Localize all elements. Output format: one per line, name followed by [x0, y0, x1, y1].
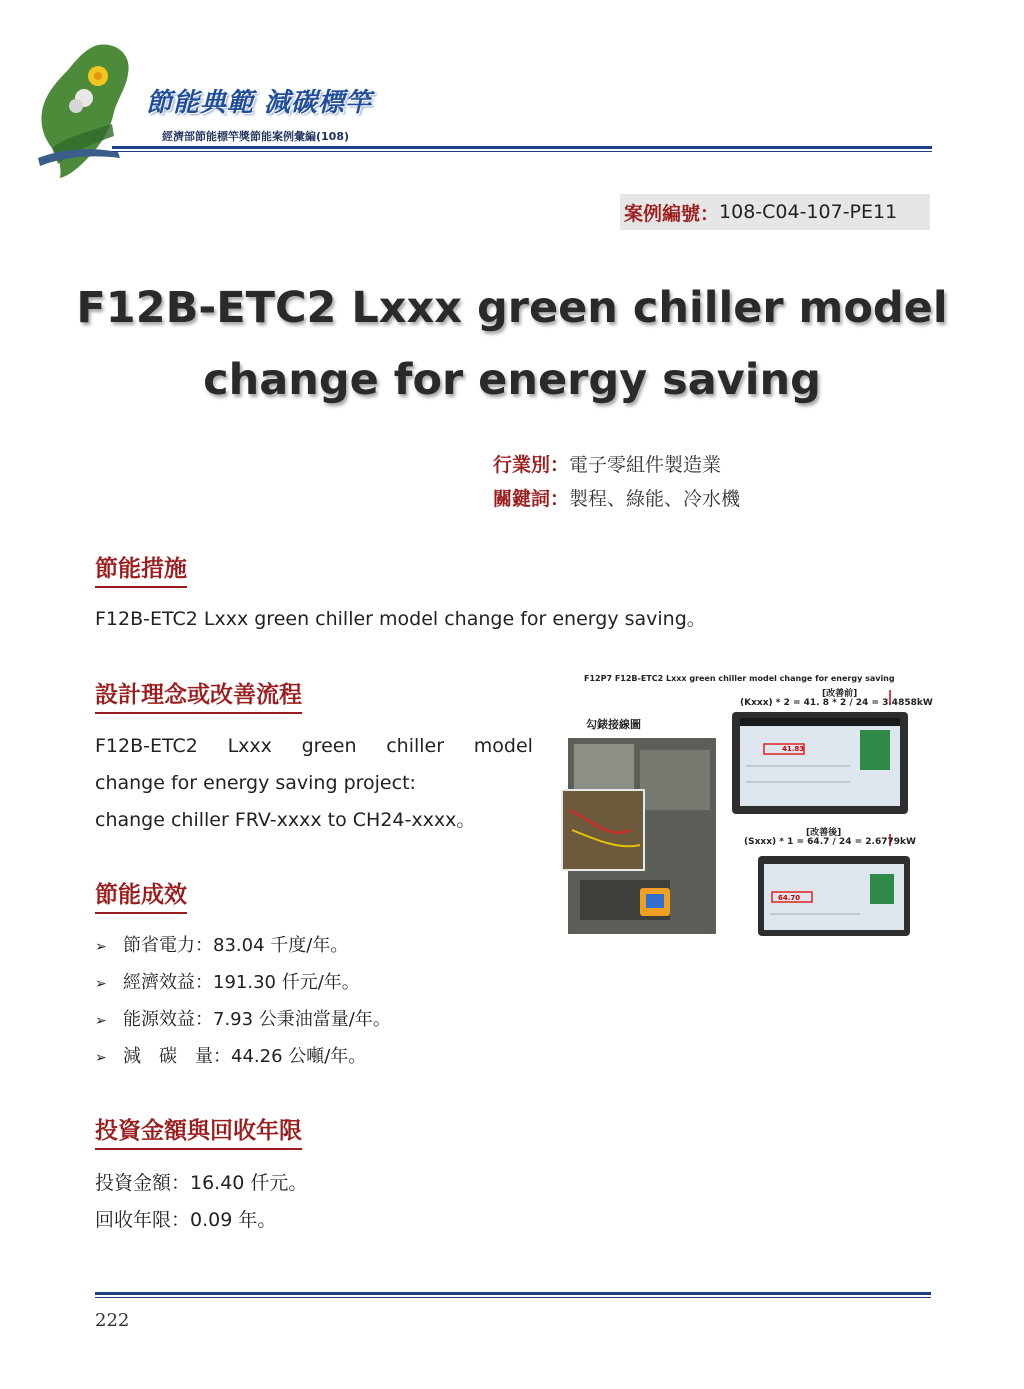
arrow-bullet-icon: ➢	[95, 976, 107, 992]
list-item	[95, 965, 391, 1002]
investment-amount: 投資金額：16.40 仟元。	[95, 1172, 308, 1194]
list-item	[95, 928, 391, 965]
keywords-row	[493, 484, 740, 511]
keywords-value: 製程、綠能、冷水機	[569, 488, 741, 510]
taiwan-map-logo-icon	[28, 40, 146, 180]
design-line-2: change for energy saving project:	[95, 772, 416, 794]
page-number: 222	[95, 1310, 130, 1331]
after-reading: 64.70	[778, 894, 801, 902]
photo-caption: 勾錶接線圖	[586, 718, 641, 731]
design-heading: 設計理念或改善流程	[95, 676, 302, 714]
design-word: Lxxx	[227, 735, 272, 757]
case-number-value: 108-C04-107-PE11	[719, 201, 898, 223]
design-line-3: change chiller FRV-xxxx to CH24-xxxx。	[95, 809, 476, 831]
industry-value: 電子零組件製造業	[569, 454, 722, 476]
keywords-label: 關鍵詞：	[493, 488, 570, 510]
result-text: 節省電力：83.04 千度/年。	[123, 935, 349, 956]
design-word: F12B-ETC2	[95, 735, 198, 757]
case-number-box	[620, 194, 930, 230]
before-screen	[732, 712, 908, 814]
design-text	[95, 728, 533, 839]
before-reading: 41.83	[782, 745, 805, 753]
footer-rule	[95, 1292, 931, 1295]
brand-subtitle: 經濟部節能標竿獎節能案例彙編(108)	[162, 130, 350, 143]
design-word: green	[301, 735, 357, 757]
document-title	[60, 272, 964, 416]
payback-period: 回收年限：0.09 年。	[95, 1209, 277, 1231]
arrow-bullet-icon: ➢	[95, 939, 107, 955]
footer-rule-thin	[95, 1297, 931, 1298]
results-heading: 節能成效	[95, 876, 187, 914]
after-formula: (Sxxx) * 1 = 64.7 / 24 = 2.6779kW	[744, 837, 916, 847]
title-line-1: F12B-ETC2 Lxxx green chiller model	[76, 283, 948, 333]
design-word: model	[473, 735, 533, 757]
header-rule	[112, 146, 932, 149]
title-line-2: change for energy saving	[203, 355, 821, 405]
industry-row	[493, 450, 721, 477]
figure-title: F12P7 F12B-ETC2 Lxxx green chiller model change for energy saving	[584, 674, 895, 683]
measures-text: F12B-ETC2 Lxxx green chiller model change for energy saving。	[95, 608, 706, 630]
case-number-label: 案例編號：	[624, 202, 720, 225]
wiring-photo	[562, 738, 716, 934]
arrow-bullet-icon: ➢	[95, 1013, 107, 1029]
design-line-1	[95, 728, 533, 765]
header-rule-thin	[112, 151, 932, 152]
after-label: [改善後]	[806, 828, 842, 838]
measures-heading: 節能措施	[95, 550, 187, 588]
design-word: chiller	[386, 735, 445, 757]
results-list	[95, 928, 391, 1076]
investment-heading: 投資金額與回收年限	[95, 1112, 302, 1150]
before-label: [改善前]	[822, 689, 858, 699]
result-text: 經濟效益：191.30 仟元/年。	[123, 972, 360, 993]
arrow-bullet-icon: ➢	[95, 1050, 107, 1066]
result-text: 能源效益：7.93 公秉油當量/年。	[123, 1009, 391, 1030]
brand-title: 節能典範 減碳標竿	[146, 88, 373, 118]
before-formula: (Kxxx) * 2 = 41. 8 * 2 / 24 = 3.4858kW	[740, 698, 933, 708]
list-item	[95, 1002, 391, 1039]
measurement-figure	[560, 670, 932, 940]
list-item	[95, 1039, 391, 1076]
result-text: 減 碳 量：44.26 公噸/年。	[123, 1046, 367, 1067]
industry-label: 行業別：	[493, 454, 570, 476]
